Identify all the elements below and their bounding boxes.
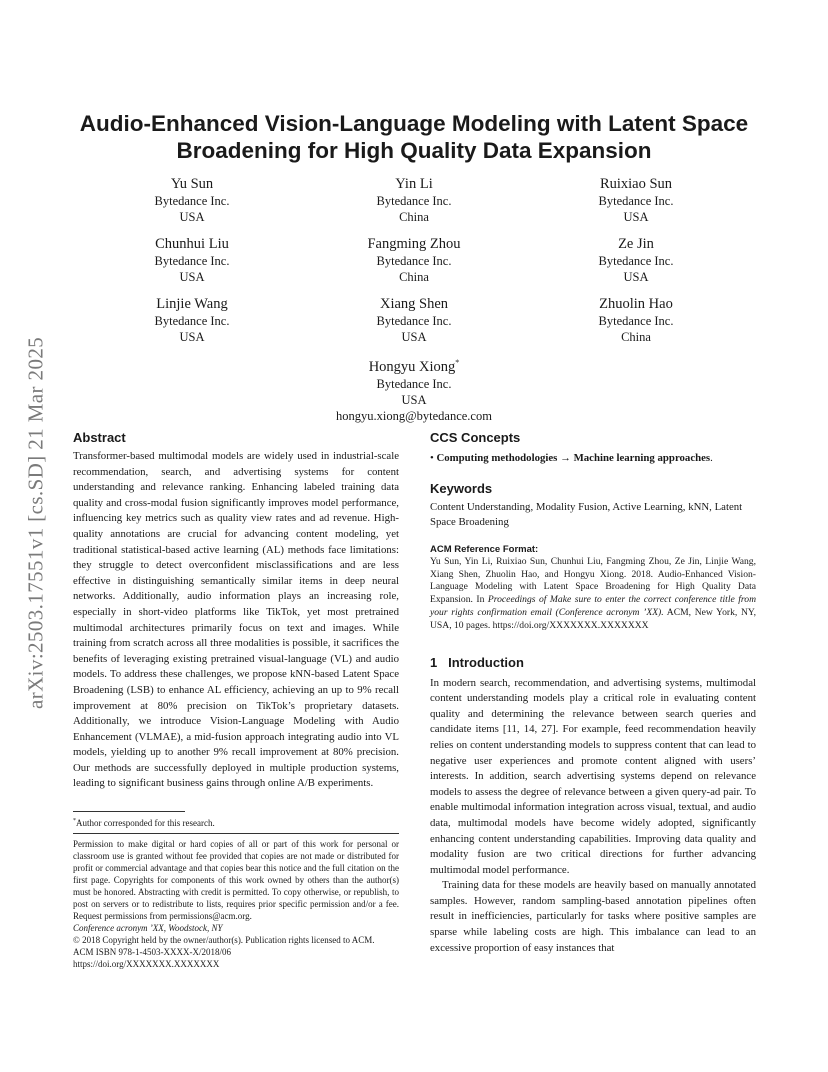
author-country: China: [399, 210, 429, 224]
author-country: China: [399, 270, 429, 284]
footnote-divider: [73, 811, 185, 812]
introduction-heading: [430, 655, 756, 670]
permissions-text: Permission to make digital or hard copies of all or part of this work for personal or classroom use is granted without fee provided that copies are not made or distributed for profit or commercial advantage and that copies bear this notice and the full citation on the first page. Copyrights for components of this work owned by others than the author(s) must be honored. Abstracting with credit is permitted. To copy otherwise, or republish, to post on servers or to redistribute to lists, requires prior specific permission and/or a fee. Request permissions from permissions@acm.org.: [73, 839, 399, 921]
author-affiliation: Bytedance Inc.: [154, 254, 230, 268]
permissions-block: [73, 833, 399, 970]
author-block: [304, 175, 524, 225]
author-name: Xiang Shen: [379, 296, 449, 312]
author-name: Linjie Wang: [156, 296, 228, 312]
left-column: [73, 430, 399, 792]
reference-format: [430, 543, 756, 633]
reference-format-heading: ACM Reference Format:: [430, 543, 539, 555]
isbn-line: ACM ISBN 978-1-4503-XXXX-X/2018/06: [73, 947, 231, 957]
author-affiliation: Bytedance Inc.: [376, 194, 452, 208]
author-name: Yu Sun: [170, 176, 214, 192]
author-name: Fangming Zhou: [367, 236, 461, 252]
author-country: USA: [623, 210, 649, 224]
author-country: USA: [179, 270, 205, 284]
author-country: USA: [401, 392, 427, 407]
permissions-divider: [73, 833, 399, 834]
author-name: Yin Li: [395, 176, 433, 192]
author-name: Ze Jin: [618, 236, 654, 252]
ccs-concepts: • Computing methodologies → Machine learning approaches.: [430, 452, 713, 464]
author-affiliation: Bytedance Inc.: [154, 194, 230, 208]
author-email[interactable]: hongyu.xiong@bytedance.com: [336, 408, 492, 423]
author-affiliation: Bytedance Inc.: [376, 376, 452, 391]
footnote-area: [73, 811, 399, 829]
arxiv-identifier: arXiv:2503.17551v1 [cs.SD] 21 Mar 2025: [23, 336, 48, 710]
author-country: USA: [401, 330, 427, 344]
author-affiliation: Bytedance Inc.: [376, 254, 452, 268]
author-block: [82, 295, 302, 345]
author-block: [526, 295, 746, 345]
copyright-line: © 2018 Copyright held by the owner/author(s). Publication rights licensed to ACM.: [73, 935, 375, 945]
section-number: 1: [430, 654, 438, 670]
author-name: Hongyu Xiong*: [368, 358, 460, 375]
author-country: USA: [623, 270, 649, 284]
author-name: Zhuolin Hao: [599, 296, 673, 312]
conference-line: Conference acronym ’XX, Woodstock, NY: [73, 923, 223, 933]
abstract-text: Transformer-based multimodal models are widely used in industrial-scale recommendation, search, and advertising systems for content understanding and relevance ranking. Enhancing labeled training data quality and cross-modal fusion significantly improves model performance, influencing key metrics such as quality view rates and ad revenue. High-quality annotations are crucial for advancing content modeling, yet traditional statistical-based active learning (AL) methods face limitations: they struggle to detect overconfident misclassifications and are less effective in distinguishing semantically similar items in deep neural networks. Additionally, audio information plays an increasing role, especially in short-video platforms like TikTok, yet most pretrained multimodal architectures primarily focus on text and images. While training from scratch across all three modalities is possible, it sacrifices the benefits of leveraging existing pretrained visual-language (VL) and audio models. To address these challenges, we propose kNN-based Latent Space Broadening (LSB) to enhance AL efficiency, achieving an up to 9% recall improvement at 80% precision on TikTok’s proprietary datasets. Additionally, we introduce Vision-Language Modeling with Audio Enhancement (VLMAE), a mid-fusion approach integrating audio into VL models, yielding up to another 9% recall improvement at 80% precision. Our methods are successfully deployed in multiple production systems, leading to significant business gains through online A/B experiments.: [73, 450, 399, 790]
paper-title: Audio-Enhanced Vision-Language Modeling with Latent Space Broadening for High Quality Data Expansion: [79, 111, 749, 163]
right-column: [430, 430, 756, 956]
author-block: [82, 175, 302, 225]
introduction-paragraph: Training data for these models are heavily based on manually annotated samples. However, random sampling-based annotation pipelines often result in inefficiencies, particularly for tasks where positive samples are sparse while labeling costs are high. This imbalance can lead to an excessive proportion of easy instances that: [430, 879, 756, 954]
author-block: [304, 235, 524, 285]
author-name: Ruixiao Sun: [599, 176, 673, 192]
corresponding-author-block: [264, 354, 564, 424]
author-block: [526, 235, 746, 285]
author-affiliation: Bytedance Inc.: [598, 194, 674, 208]
introduction-paragraph: In modern search, recommendation, and advertising systems, multimodal content understanding models play a critical role in evaluating content quality and determining the relevance between search queries and candidate items [11, 14, 27]. For example, feed recommendation heavily relies on content understanding models to suppress content that can lead to negative user experiences and promote content aligned with users’ interests. In addition, search advertising systems depend on relevance models to assess the degree of relevance between a given query-ad pair. To enable multimodal information integration across visual, textual, and audio data, multimodal models have become widely adopted, significantly enhancing content understanding capabilities. Improving data quality and modality fusion are two critical directions for further advancing multimodal model performance.: [430, 676, 756, 876]
footnote: *Author corresponded for this research.: [73, 818, 215, 828]
author-name: Chunhui Liu: [155, 236, 229, 252]
doi-link[interactable]: https://doi.org/XXXXXXX.XXXXXXX: [73, 959, 220, 969]
author-country: USA: [179, 210, 205, 224]
author-block: [304, 295, 524, 345]
abstract-heading: Abstract: [73, 430, 126, 445]
keywords-heading: Keywords: [430, 480, 493, 496]
author-affiliation: Bytedance Inc.: [376, 314, 452, 328]
author-country: China: [621, 330, 651, 344]
reference-format-text: Yu Sun, Yin Li, Ruixiao Sun, Chunhui Liu, Fangming Zhou, Ze Jin, Linjie Wang, Xiang Shen, Zhuolin Hao, and Hongyu Xiong. 2018. Audio-Enhanced Vision-Language Modeling with Latent Space Broadening for High Quality Data Expansion. In Proceedings of Make sure to enter the correct conference title from your rights confirmation email (Conference acronym ’XX). ACM, New York, NY, USA, 10 pages. https://doi.org/XXXXXXX.XXXXXXX: [430, 555, 756, 631]
author-country: USA: [179, 330, 205, 344]
ccs-heading: CCS Concepts: [430, 430, 521, 445]
author-affiliation: Bytedance Inc.: [598, 314, 674, 328]
author-affiliation: Bytedance Inc.: [154, 314, 230, 328]
footnote-marker: *: [455, 358, 460, 367]
keywords-text: Content Understanding, Modality Fusion, Active Learning, kNN, Latent Space Broadening: [430, 500, 743, 529]
author-block: [526, 175, 746, 225]
author-block: [82, 235, 302, 285]
author-affiliation: Bytedance Inc.: [598, 254, 674, 268]
section-title: Introduction: [448, 654, 524, 670]
